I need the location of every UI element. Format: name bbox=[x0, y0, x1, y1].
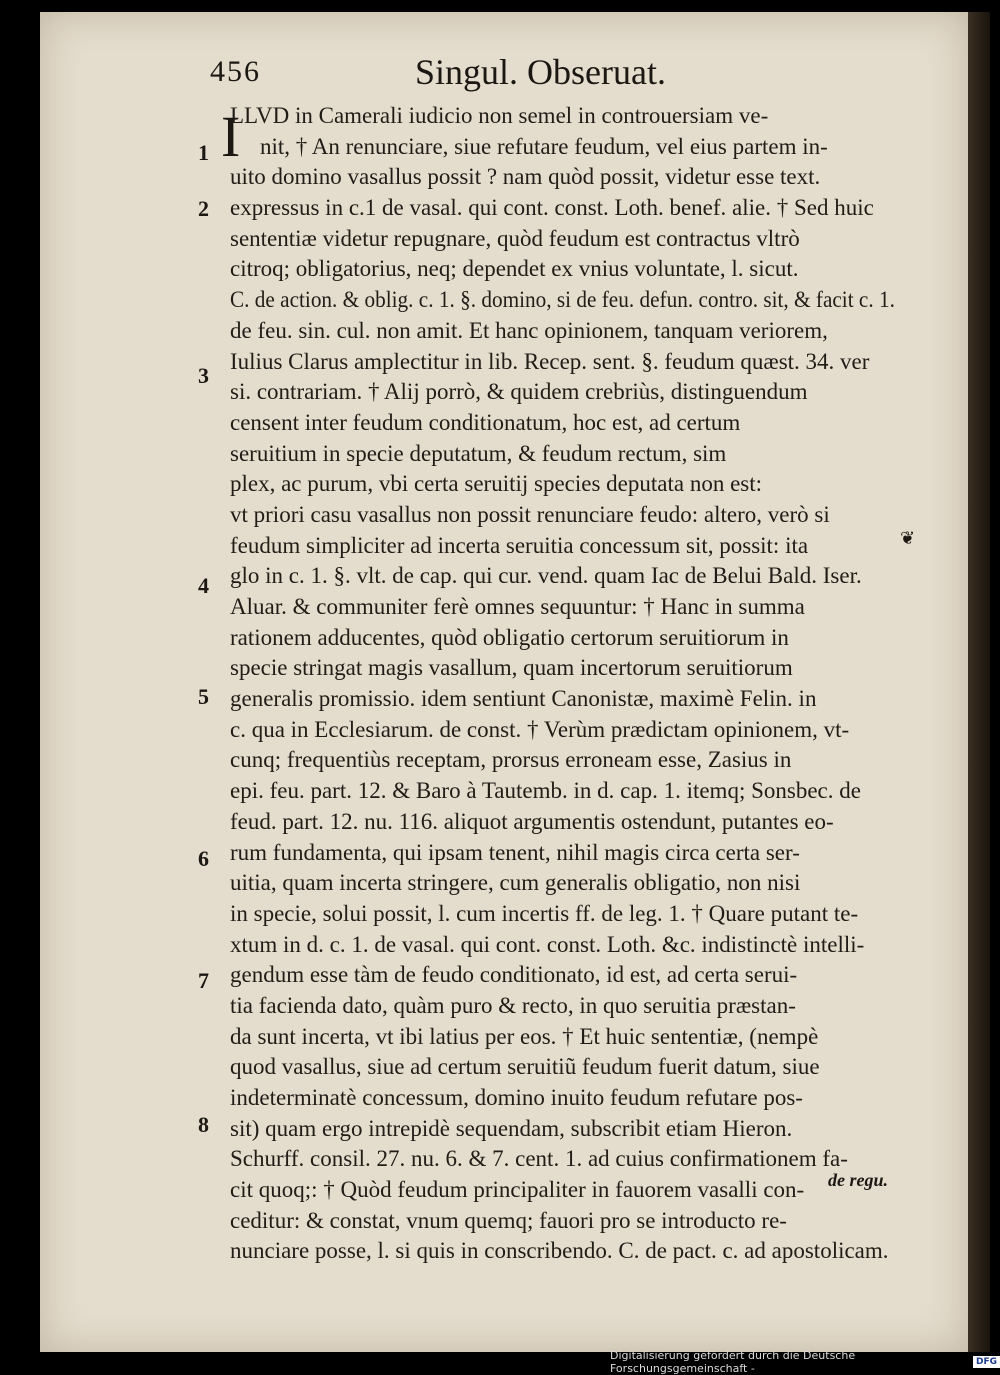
text-line: seruitium in specie deputatum, & feudum rectum, sim bbox=[230, 440, 727, 466]
text-line: tia facienda dato, quàm puro & recto, in quo seruitia præstan- bbox=[230, 992, 796, 1018]
text-line: epi. feu. part. 12. & Baro à Tautemb. in d. cap. 1. itemq; Sonsbec. de bbox=[230, 778, 861, 804]
margin-number-5: 5 bbox=[198, 684, 209, 709]
text-line: vt priori casu vasallus non possit renunciare feudo: altero, verò si bbox=[230, 501, 830, 527]
dfg-logo: DFG bbox=[973, 1356, 1000, 1368]
margin-number-1: 1 bbox=[198, 140, 209, 165]
text-line: feud. part. 12. nu. 116. aliquot argumentis ostendunt, putantes eo- bbox=[230, 808, 834, 834]
margin-number-7: 7 bbox=[198, 968, 209, 993]
text-line: uitia, quam incerta stringere, cum generalis obligatio, non nisi bbox=[230, 870, 801, 896]
text-line: cunq; frequentiùs receptam, prorsus erroneam esse, Zasius in bbox=[230, 747, 792, 773]
text-line: C. de action. & oblig. c. 1. §. domino, si de feu. defun. contro. sit, & facit c. 1. bbox=[230, 287, 895, 313]
text-line: da sunt incerta, vt ibi latius per eos. † Et huic sententiæ, (nempè bbox=[230, 1023, 819, 1049]
page-number: 456 bbox=[210, 55, 261, 88]
text-line: c. qua in Ecclesiarum. de const. † Verùm prædictam opinionem, vt- bbox=[230, 716, 850, 742]
text-line: indeterminatè concessum, domino inuito feudum refutare pos- bbox=[230, 1085, 803, 1110]
text-line: de feu. sin. cul. non amit. Et hanc opinionem, tanquam veriorem, bbox=[230, 317, 828, 343]
text-line: Aluar. & communiter ferè omnes sequuntur: † Hanc in summa bbox=[230, 594, 805, 619]
margin-fleuron-icon: ❦ bbox=[900, 528, 916, 549]
text-line: LLVD in Camerali iudicio non semel in controuersiam ve- bbox=[230, 103, 769, 128]
margin-number-8: 8 bbox=[198, 1112, 209, 1137]
text-line: glo in c. 1. §. vlt. de cap. qui cur. vend. quam Iac de Belui Bald. Iser. bbox=[230, 563, 862, 589]
text-line: cit quoq;: † Quòd feudum principaliter in fauorem vasalli con- bbox=[230, 1177, 805, 1203]
text-line: gendum esse tàm de feudo conditionato, id est, ad certa serui- bbox=[230, 962, 798, 988]
footer-credit bbox=[610, 1349, 1000, 1375]
text-line: xtum in d. c. 1. de vasal. qui cont. const. Loth. &c. indistinctè intelli- bbox=[230, 931, 865, 957]
text-line: citroq; obligatorius, neq; dependet ex vnius voluntate, l. sicut. bbox=[230, 256, 799, 282]
text-line: feudum simpliciter ad incerta seruitia concessum sit, possit: ita bbox=[230, 532, 809, 558]
drop-cap: I bbox=[221, 104, 241, 169]
text-line: in specie, solui possit, l. cum incertis ff. de leg. 1. † Quare putant te- bbox=[230, 900, 859, 926]
text-line: censent inter feudum conditionatum, hoc est, ad certum bbox=[230, 409, 741, 435]
text-line: quod vasallus, siue ad certum seruitiũ feudum fuerit datum, siue bbox=[230, 1054, 820, 1080]
text-line: Iulius Clarus amplectitur in lib. Recep. sent. §. feudum quæst. 34. ver bbox=[230, 348, 870, 374]
text-line: si. contrariam. † Alij porrò, & quidem crebriùs, distinguendum bbox=[230, 379, 808, 405]
footer-text: Digitalisierung gefördert durch die Deutsche Forschungsgemeinschaft - bbox=[610, 1349, 856, 1375]
running-head: Singul. Obseruat. bbox=[415, 52, 666, 92]
text-line: nunciare posse, l. si quis in conscribendo. C. de pact. c. ad apostolicam. bbox=[230, 1238, 889, 1264]
text-line: specie stringat magis vasallum, quam incertorum seruitiorum bbox=[230, 655, 793, 681]
text-line: sit) quam ergo intrepidè sequendam, subscribit etiam Hieron. bbox=[230, 1115, 793, 1141]
margin-number-2: 2 bbox=[198, 196, 209, 221]
margin-number-4: 4 bbox=[198, 573, 209, 598]
text-line: generalis promissio. idem sentiunt Canonistæ, maximè Felin. in bbox=[230, 686, 817, 712]
text-line: sententiæ videtur repugnare, quòd feudum est contractus vltrò bbox=[230, 225, 800, 251]
page-header bbox=[210, 52, 910, 95]
text-line: rationem adducentes, quòd obligatio certorum seruitiorum in bbox=[230, 624, 789, 650]
text-line: expressus in c.1 de vasal. qui cont. const. Loth. benef. alie. † Sed huic bbox=[230, 195, 874, 221]
text-line: ceditur: & constat, vnum quemq; fauori pro se introducto re- bbox=[230, 1207, 787, 1233]
text-line: rum fundamenta, qui ipsam tenent, nihil magis circa certa ser- bbox=[230, 839, 800, 865]
margin-number-6: 6 bbox=[198, 846, 209, 871]
body-text bbox=[230, 101, 895, 1267]
text-line: uito domino vasallus possit ? nam quòd possit, videtur esse text. bbox=[230, 164, 821, 190]
text-line: Schurff. consil. 27. nu. 6. & 7. cent. 1. ad cuius confirmationem fa- bbox=[230, 1146, 848, 1172]
text-line: nit, † An renunciare, siue refutare feudum, vel eius partem in- bbox=[260, 133, 828, 159]
book-spine bbox=[968, 12, 990, 1352]
catchword: de regu. bbox=[828, 1170, 888, 1190]
margin-number-3: 3 bbox=[198, 363, 209, 388]
text-line: plex, ac purum, vbi certa seruitij species deputata non est: bbox=[230, 471, 763, 497]
